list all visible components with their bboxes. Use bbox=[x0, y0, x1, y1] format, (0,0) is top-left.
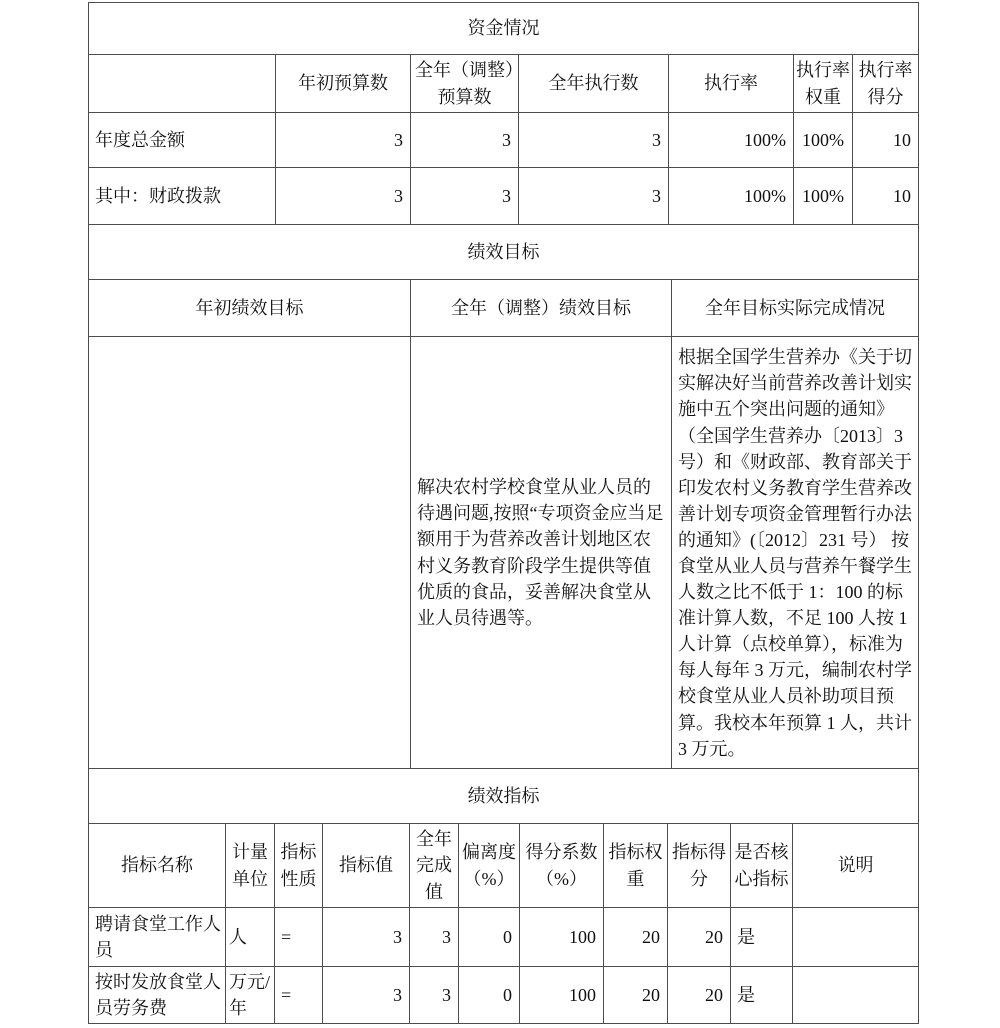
initial-budget-value: 3 bbox=[276, 113, 411, 168]
goals-title-row bbox=[89, 225, 919, 280]
adjusted-budget-value: 3 bbox=[411, 113, 519, 168]
adjusted-goal-text: 解决农村学校食堂从业人员的待遇问题,按照“专项资金应当足额用于为营养改善计划地区农村义务教育阶段学生提供等值优质的食品，妥善解决食堂从业人员待遇等。 bbox=[411, 337, 672, 769]
row-label: 其中：财政拨款 bbox=[89, 168, 276, 225]
ind-header-name: 指标名称 bbox=[89, 824, 226, 908]
indicator-target: 3 bbox=[323, 908, 410, 967]
goals-header-row bbox=[89, 280, 919, 337]
indicator-note bbox=[793, 908, 919, 967]
indicators-table bbox=[88, 768, 919, 1024]
indicator-deviation: 0 bbox=[459, 908, 520, 967]
funds-header-row bbox=[89, 55, 919, 113]
ind-header-weight: 指标权重 bbox=[604, 824, 668, 908]
funds-header-exec-rate-weight: 执行率权重 bbox=[794, 55, 853, 113]
indicator-weight: 20 bbox=[604, 967, 668, 1024]
indicators-section-title: 绩效指标 bbox=[89, 769, 919, 824]
funds-header-initial-budget: 年初预算数 bbox=[276, 55, 411, 113]
indicator-deviation: 0 bbox=[459, 967, 520, 1024]
exec-rate-score-value: 10 bbox=[853, 168, 919, 225]
funds-header-adjusted-budget: 全年（调整）预算数 bbox=[411, 55, 519, 113]
exec-rate-value: 100% bbox=[669, 168, 794, 225]
indicator-score: 20 bbox=[668, 908, 731, 967]
indicator-unit: 万元/年 bbox=[226, 967, 275, 1024]
exec-rate-score-value: 10 bbox=[853, 113, 919, 168]
funds-header-empty bbox=[89, 55, 276, 113]
ind-header-unit: 计量单位 bbox=[226, 824, 275, 908]
goals-section-title: 绩效目标 bbox=[89, 225, 919, 280]
actual-completion-text: 根据全国学生营养办《关于切实解决好当前营养改善计划实施中五个突出问题的通知》（全国学生营养办〔2013〕3号）和《财政部、教育部关于印发农村义务教育学生营养改善计划专项资金管理暂行办法的通知》(〔2012〕231 号） 按食堂从业人员与营养午餐学生人数之比不低于 1：100 的标准计算人数，不足 100 人按 1 人计算（点校单算），标准为每人每年 3 万元，编制农村学校食堂从业人员补助项目预算。我校本年预算 1 人，共计 3 万元。 bbox=[672, 337, 919, 769]
indicator-completed: 3 bbox=[410, 908, 459, 967]
indicator-target: 3 bbox=[323, 967, 410, 1024]
initial-budget-value: 3 bbox=[276, 168, 411, 225]
indicator-score-coef: 100 bbox=[520, 967, 604, 1024]
indicator-unit: 人 bbox=[226, 908, 275, 967]
goals-header-initial: 年初绩效目标 bbox=[89, 280, 411, 337]
funds-title-row bbox=[89, 3, 919, 55]
indicator-score-coef: 100 bbox=[520, 908, 604, 967]
row-label: 年度总金额 bbox=[89, 113, 276, 168]
funds-section-title: 资金情况 bbox=[89, 3, 919, 55]
funds-table bbox=[88, 2, 919, 225]
indicator-name: 聘请食堂工作人员 bbox=[89, 908, 226, 967]
ind-header-deviation: 偏离度（%） bbox=[459, 824, 520, 908]
exec-rate-value: 100% bbox=[669, 113, 794, 168]
ind-header-nature: 指标性质 bbox=[275, 824, 323, 908]
budget-performance-document bbox=[88, 2, 918, 1024]
indicator-weight: 20 bbox=[604, 908, 668, 967]
executed-value: 3 bbox=[519, 113, 669, 168]
indicator-name: 按时发放食堂人员劳务费 bbox=[89, 967, 226, 1024]
goals-content-row bbox=[89, 337, 919, 769]
indicator-completed: 3 bbox=[410, 967, 459, 1024]
ind-header-target: 指标值 bbox=[323, 824, 410, 908]
funds-header-exec-rate-score: 执行率得分 bbox=[853, 55, 919, 113]
indicator-row bbox=[89, 908, 919, 967]
funds-header-executed: 全年执行数 bbox=[519, 55, 669, 113]
initial-goal-text bbox=[89, 337, 411, 769]
funds-row-fiscal bbox=[89, 168, 919, 225]
indicator-nature: = bbox=[275, 967, 323, 1024]
exec-rate-weight-value: 100% bbox=[794, 113, 853, 168]
adjusted-budget-value: 3 bbox=[411, 168, 519, 225]
funds-row-total bbox=[89, 113, 919, 168]
indicators-title-row bbox=[89, 769, 919, 824]
ind-header-core: 是否核心指标 bbox=[731, 824, 793, 908]
indicator-note bbox=[793, 967, 919, 1024]
ind-header-completed: 全年完成值 bbox=[410, 824, 459, 908]
indicator-core-flag: 是 bbox=[731, 908, 793, 967]
executed-value: 3 bbox=[519, 168, 669, 225]
indicator-nature: = bbox=[275, 908, 323, 967]
indicator-core-flag: 是 bbox=[731, 967, 793, 1024]
goals-header-adjusted: 全年（调整）绩效目标 bbox=[411, 280, 672, 337]
exec-rate-weight-value: 100% bbox=[794, 168, 853, 225]
goals-header-actual: 全年目标实际完成情况 bbox=[672, 280, 919, 337]
ind-header-score: 指标得分 bbox=[668, 824, 731, 908]
indicator-score: 20 bbox=[668, 967, 731, 1024]
ind-header-note: 说明 bbox=[793, 824, 919, 908]
ind-header-score-coef: 得分系数（%） bbox=[520, 824, 604, 908]
indicators-header-row bbox=[89, 824, 919, 908]
funds-header-exec-rate: 执行率 bbox=[669, 55, 794, 113]
indicator-row bbox=[89, 967, 919, 1024]
goals-table bbox=[88, 224, 919, 769]
